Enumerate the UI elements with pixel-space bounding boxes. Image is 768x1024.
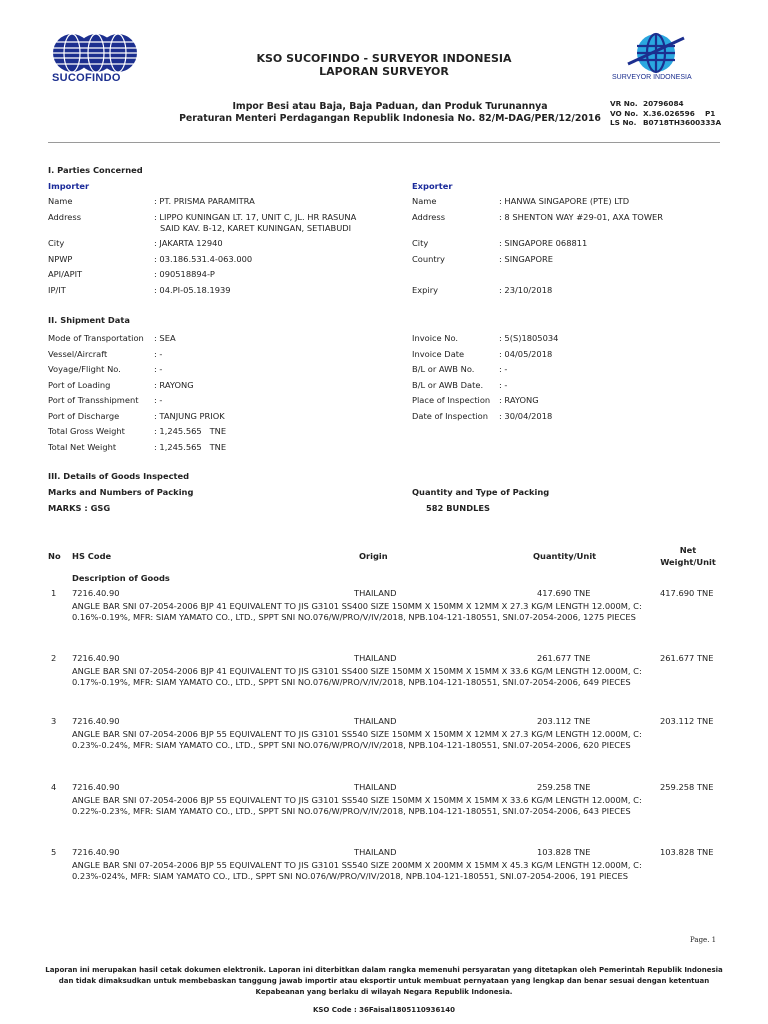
item-description: ANGLE BAR SNI 07-2054-2006 BJP 41 EQUIVALENT TO JIS G3101 SS400 SIZE 150MM X 150MM X 12MM X 27.3 KG/M LENGTH 12.000M, C: 0.16%-0.19%, MFR: SIAM YAMATO CO., LTD., SPPT SNI NO.076/W/PRO/V/IV/2018, NPB.104-121-180551, SNI.07-2054-2006, 1275 PIECES xyxy=(72,601,642,622)
exporter-city-value: : SINGAPORE 068811 xyxy=(499,238,588,248)
shipment-label: Mode of Transportation xyxy=(48,333,144,343)
col-hs-header: HS Code xyxy=(72,551,112,561)
shipment-value: : RAYONG xyxy=(154,379,194,390)
exporter-address-label: Address xyxy=(412,212,446,222)
col-origin-header: Origin xyxy=(359,551,388,561)
item-net-weight: 103.828 TNE xyxy=(660,847,714,857)
page-number: Page. 1 xyxy=(690,936,717,944)
shipment-value: : - xyxy=(499,379,508,390)
item-quantity: 261.677 TNE xyxy=(537,653,591,663)
item-no: 5 xyxy=(51,847,57,857)
item-hs-code: 7216.40.90 xyxy=(72,716,120,726)
exporter-expiry-label: Expiry xyxy=(412,285,439,295)
marks-heading: Marks and Numbers of Packing xyxy=(48,487,194,497)
shipment-label: Port of Discharge xyxy=(48,410,120,421)
importer-npwp-value: : 03.186.531.4-063.000 xyxy=(154,254,253,264)
item-quantity: 259.258 TNE xyxy=(537,782,591,792)
shipment-label: Total Net Weight xyxy=(48,441,117,452)
exporter-country-value: : SINGAPORE xyxy=(499,254,553,264)
goods-section-title: III. Details of Goods Inspected xyxy=(48,471,190,481)
shipment-row xyxy=(48,440,226,456)
item-origin: THAILAND xyxy=(354,716,397,726)
ls-label: LS No. xyxy=(610,118,637,127)
kso-code: KSO Code : 36Faisal1805110936140 xyxy=(312,1006,456,1014)
shipment-row xyxy=(48,362,226,378)
shipment-value: : TANJUNG PRIOK xyxy=(154,410,225,421)
page-subtitle: LAPORAN SURVEYOR xyxy=(319,65,449,78)
item-hs-code: 7216.40.90 xyxy=(72,653,120,663)
footer-disclaimer: Laporan ini merupakan hasil cetak dokumen elektronik. Laporan ini diterbitkan dalam rangka memenuhi persyaratan yang ditetapkan oleh Pemerintah Republik Indonesia dan tidak dimaksudkan untuk membebaskan tanggung jawab importir atau eksportir untuk membuat pernyataan yang lengkap dan benar sesuai dengan ketentuan Kepabeanan yang berlaku di wilayah Negara Republik Indonesia. xyxy=(45,966,723,996)
shipment-value: : - xyxy=(154,348,163,359)
importer-city-value: : JAKARTA 12940 xyxy=(154,238,223,248)
ls-value: B0718TH3600333A xyxy=(643,118,722,127)
shipment-label: Total Gross Weight xyxy=(48,426,125,436)
exporter-expiry-value: : 23/10/2018 xyxy=(499,285,553,295)
importer-name-label: Name xyxy=(48,196,73,206)
page-title: KSO SUCOFINDO - SURVEYOR INDONESIA xyxy=(256,52,512,65)
shipment-row xyxy=(48,347,226,363)
shipment-value: : 1,245.565 TNE xyxy=(154,426,227,436)
parties-section-title: I. Parties Concerned xyxy=(48,165,143,175)
shipment-row xyxy=(412,362,558,378)
vr-label: VR No. xyxy=(610,99,638,108)
col-net-header-line1: Net xyxy=(679,545,697,555)
col-desc-header: Description of Goods xyxy=(72,573,170,583)
item-description: ANGLE BAR SNI 07-2054-2006 BJP 55 EQUIVALENT TO JIS G3101 SS540 SIZE 150MM X 150MM X 12MM X 27.3 KG/M LENGTH 12.000M, C: 0.23%-0.24%, MFR: SIAM YAMATO CO., LTD., SPPT SNI NO.076/W/PRO/V/IV/2018, NPB.104-121-180551, SNI.07-2054-2006, 620 PIECES xyxy=(72,729,642,750)
shipment-label: Invoice No. xyxy=(412,333,459,343)
shipment-row xyxy=(412,347,558,363)
item-no: 4 xyxy=(51,782,57,792)
shipment-label: Invoice Date xyxy=(412,348,465,359)
item-description: ANGLE BAR SNI 07-2054-2006 BJP 55 EQUIVALENT TO JIS G3101 SS540 SIZE 200MM X 200MM X 15MM X 45.3 KG/M LENGTH 12.000M, C: 0.23%-024%, MFR: SIAM YAMATO CO., LTD., SPPT SNI NO.076/W/PRO/V/IV/2018, NPB.104-121-180551, SNI.07-2054-2006, 191 PIECES xyxy=(72,860,642,881)
exporter-country-label: Country xyxy=(412,254,445,264)
importer-npwp-label: NPWP xyxy=(48,254,73,264)
importer-api-label: API/APIT xyxy=(48,269,83,279)
shipment-row xyxy=(48,409,226,425)
importer-address-label: Address xyxy=(48,212,82,222)
shipment-value: : 30/04/2018 xyxy=(499,410,553,421)
importer-ipit-value: : 04.PI-05.18.1939 xyxy=(154,285,231,295)
shipment-label: Port of Loading xyxy=(48,379,111,390)
sucofindo-logo xyxy=(48,32,140,86)
globe-logo-icon xyxy=(48,32,140,74)
shipment-value: : RAYONG xyxy=(499,395,539,405)
importer-address-line2: SAID KAV. B-12, KARET KUNINGAN, SETIABUDI xyxy=(160,223,352,233)
shipment-right-list xyxy=(412,331,558,424)
marks-value: MARKS : GSG xyxy=(48,503,111,513)
item-quantity: 203.112 TNE xyxy=(537,716,591,726)
item-hs-code: 7216.40.90 xyxy=(72,847,120,857)
shipment-label: Date of Inspection xyxy=(412,410,488,421)
item-quantity: 103.828 TNE xyxy=(537,847,591,857)
packing-heading: Quantity and Type of Packing xyxy=(412,487,550,497)
packing-value: 582 BUNDLES xyxy=(426,503,491,513)
surveyor-logo-text: SURVEYOR INDONESIA xyxy=(612,74,692,81)
item-quantity: 417.690 TNE xyxy=(537,588,591,598)
globe-logo-icon xyxy=(626,32,686,74)
shipment-row xyxy=(48,378,226,394)
item-description: ANGLE BAR SNI 07-2054-2006 BJP 41 EQUIVALENT TO JIS G3101 SS400 SIZE 150MM X 150MM X 15MM X 33.6 KG/M LENGTH 12.000M, C: 0.17%-0.19%, MFR: SIAM YAMATO CO., LTD., SPPT SNI NO.076/W/PRO/V/IV/2018, NPB.104-121-180551, SNI.07-2054-2006, 649 PIECES xyxy=(72,666,642,687)
importer-name-value: : PT. PRISMA PARAMITRA xyxy=(154,196,255,206)
shipment-value: : - xyxy=(154,395,163,405)
shipment-value: : SEA xyxy=(154,333,176,343)
shipment-section-title: II. Shipment Data xyxy=(48,315,130,325)
shipment-label: B/L or AWB No. xyxy=(412,364,475,374)
item-net-weight: 417.690 TNE xyxy=(660,588,714,598)
item-net-weight: 203.112 TNE xyxy=(660,716,714,726)
shipment-row xyxy=(412,393,558,409)
importer-api-value: : 090518894-P xyxy=(154,269,215,279)
item-origin: THAILAND xyxy=(354,653,397,663)
shipment-value: : - xyxy=(154,364,163,374)
shipment-value: : - xyxy=(499,364,508,374)
importer-city-label: City xyxy=(48,238,65,248)
shipment-label: Vessel/Aircraft xyxy=(48,348,108,359)
item-no: 1 xyxy=(51,588,57,598)
importer-heading: Importer xyxy=(48,181,90,191)
shipment-row xyxy=(412,378,558,394)
sucofindo-logo-text: SUCOFINDO xyxy=(52,72,121,84)
item-no: 2 xyxy=(51,653,57,663)
importer-ipit-label: IP/IT xyxy=(48,285,66,295)
reference-numbers xyxy=(610,99,721,128)
item-description: ANGLE BAR SNI 07-2054-2006 BJP 55 EQUIVALENT TO JIS G3101 SS540 SIZE 150MM X 150MM X 15MM X 33.6 KG/M LENGTH 12.000M, C: 0.22%-0.23%, MFR: SIAM YAMATO CO., LTD., SPPT SNI NO.076/W/PRO/V/IV/2018, NPB.104-121-180551, SNI.07-2054-2006, 643 PIECES xyxy=(72,795,642,816)
item-origin: THAILAND xyxy=(354,588,397,598)
shipment-value: : 5(S)1805034 xyxy=(499,333,559,343)
exporter-address-value: : 8 SHENTON WAY #29-01, AXA TOWER xyxy=(499,212,664,222)
item-hs-code: 7216.40.90 xyxy=(72,588,120,598)
vo-value: X.36.026596 P1 xyxy=(643,108,716,118)
regulation-title: Peraturan Menteri Perdagangan Republik Indonesia No. 82/M-DAG/PER/12/2016 xyxy=(179,113,601,124)
shipment-value: : 1,245.565 TNE xyxy=(154,441,227,452)
vr-value: 20796084 xyxy=(643,99,684,108)
item-hs-code: 7216.40.90 xyxy=(72,782,120,792)
shipment-label: Port of Transshipment xyxy=(48,395,139,405)
exporter-name-label: Name xyxy=(412,196,437,206)
document-title: Impor Besi atau Baja, Baja Paduan, dan Produk Turunannya xyxy=(232,101,548,112)
shipment-row xyxy=(412,409,558,425)
shipment-row xyxy=(48,393,226,409)
col-qty-header: Quantity/Unit xyxy=(533,551,597,561)
shipment-row xyxy=(412,331,558,347)
importer-address-line1: : LIPPO KUNINGAN LT. 17, UNIT C, JL. HR RASUNA xyxy=(154,212,357,222)
header-divider xyxy=(48,142,720,143)
vo-label: VO No. xyxy=(610,108,639,118)
shipment-value: : 04/05/2018 xyxy=(499,348,553,359)
surveyor-indonesia-logo xyxy=(612,32,712,84)
shipment-label: B/L or AWB Date. xyxy=(412,379,484,390)
item-origin: THAILAND xyxy=(354,782,397,792)
item-origin: THAILAND xyxy=(354,847,397,857)
exporter-city-label: City xyxy=(412,238,429,248)
shipment-row xyxy=(48,331,226,347)
item-net-weight: 259.258 TNE xyxy=(660,782,714,792)
shipment-left-list xyxy=(48,331,226,455)
item-net-weight: 261.677 TNE xyxy=(660,653,714,663)
shipment-row xyxy=(48,424,226,440)
col-no-header: No xyxy=(48,551,61,561)
item-no: 3 xyxy=(51,716,57,726)
exporter-name-value: : HANWA SINGAPORE (PTE) LTD xyxy=(499,196,630,206)
shipment-label: Voyage/Flight No. xyxy=(48,364,121,374)
exporter-heading: Exporter xyxy=(412,181,453,191)
col-net-header-line2: Weight/Unit xyxy=(660,557,716,567)
shipment-label: Place of Inspection xyxy=(412,395,491,405)
